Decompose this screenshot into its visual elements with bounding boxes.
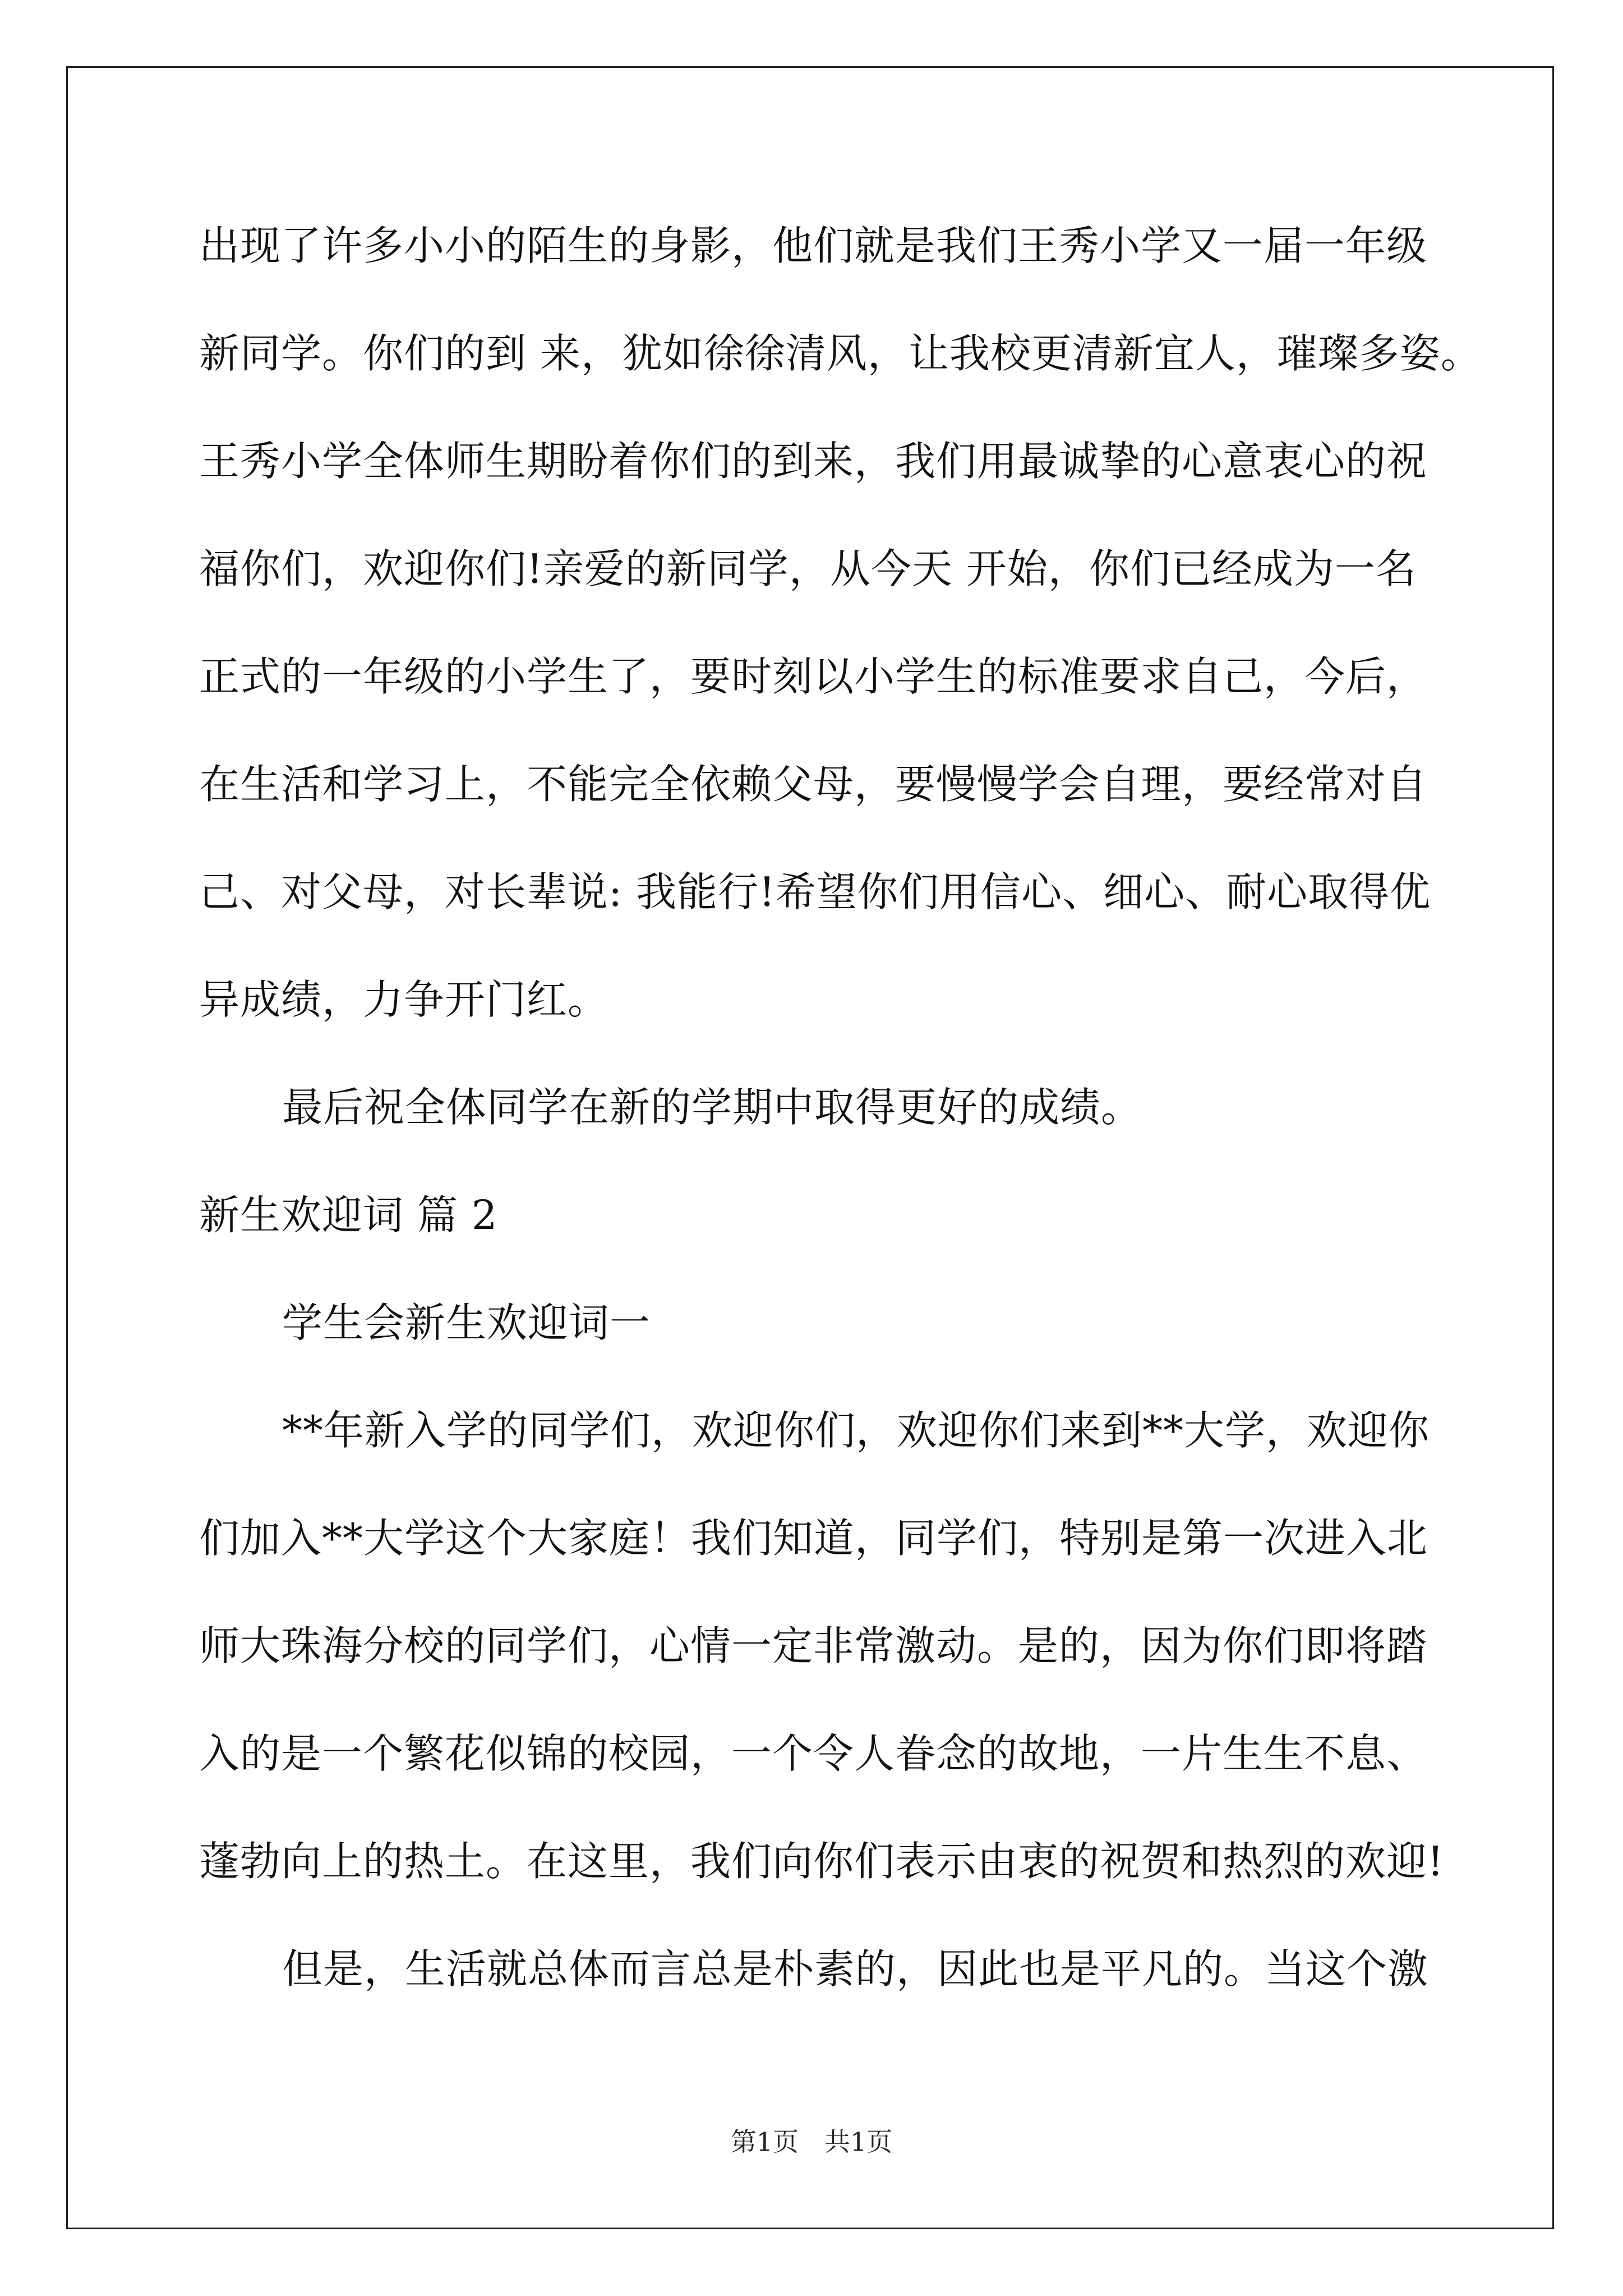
paragraph-line: 王秀小学全体师生期盼着你们的到来，我们用最诚挚的心意衷心的祝 [199, 438, 1428, 485]
paragraph-line: 在生活和学习上，不能完全依赖父母，要慢慢学会自理，要经常对自 [199, 761, 1428, 808]
paragraph-line: **年新入学的同学们，欢迎你们，欢迎你们来到**大学，欢迎你 [282, 1407, 1430, 1454]
section-heading: 新生欢迎词 篇 2 [199, 1191, 498, 1239]
paragraph-line: 们加入**大学这个大家庭！我们知道，同学们，特别是第一次进入北 [199, 1515, 1428, 1562]
page-footer: 第1页 共1页 [730, 2127, 893, 2157]
paragraph-line: 正式的一年级的小学生了，要时刻以小学生的标准要求自己，今后， [199, 653, 1428, 700]
paragraph-line: 师大珠海分校的同学们，心情一定非常激动。是的，因为你们即将踏 [199, 1622, 1428, 1669]
paragraph-line: 新同学。你们的到 来，犹如徐徐清风，让我校更清新宜人，璀璨多姿。 [199, 330, 1482, 377]
page-border [66, 66, 1554, 2229]
paragraph-line: 蓬勃向上的热土。在这里，我们向你们表示由衷的祝贺和热烈的欢迎! [199, 1838, 1444, 1885]
paragraph-line: 但是，生活就总体而言总是朴素的，因此也是平凡的。当这个激 [282, 1945, 1429, 1993]
paragraph-line: 最后祝全体同学在新的学期中取得更好的成绩。 [282, 1084, 1142, 1131]
paragraph-line: 己、对父母，对长辈说: 我能行!希望你们用信心、细心、耐心取得优 [199, 868, 1431, 915]
section-subheading: 学生会新生欢迎词一 [282, 1299, 651, 1346]
paragraph-line: 入的是一个繁花似锦的校园，一个令人眷念的故地，一片生生不息、 [199, 1730, 1428, 1777]
paragraph-line: 异成绩，力争开门红。 [199, 976, 609, 1023]
paragraph-line: 出现了许多小小的陌生的身影，他们就是我们王秀小学又一届一年级 [199, 222, 1428, 269]
paragraph-line: 福你们，欢迎你们!亲爱的新同学，从今天 开始，你们已经成为一名 [199, 545, 1417, 592]
